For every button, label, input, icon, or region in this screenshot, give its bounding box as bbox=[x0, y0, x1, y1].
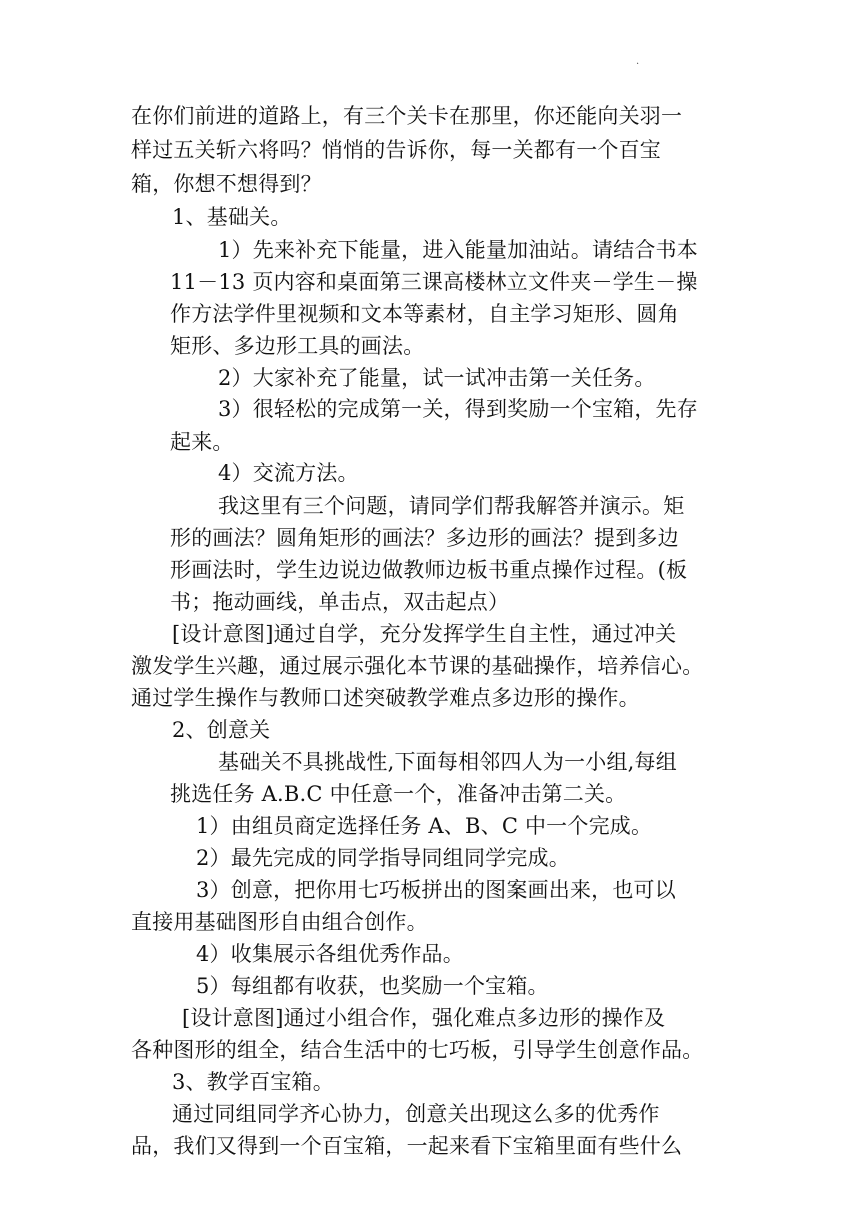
section-heading: 3、教学百宝箱。 bbox=[172, 1070, 334, 1094]
design-intent-line: [设计意图]通过自学，充分发挥学生自主性，通过冲关 bbox=[172, 622, 677, 646]
paragraph-line: 4）收集展示各组优秀作品。 bbox=[196, 942, 464, 966]
design-intent-line: [设计意图]通过小组合作，强化难点多边形的操作及 bbox=[182, 1006, 666, 1030]
section-heading: 1、基础关。 bbox=[172, 205, 292, 229]
paragraph-line: 书；拖动画线，单击点，双击起点） bbox=[170, 590, 510, 614]
paragraph-line: 5）每组都有收获，也奖励一个宝箱。 bbox=[196, 974, 549, 998]
paragraph-line: 基础关不具挑战性,下面每相邻四人为一小组,每组 bbox=[218, 750, 677, 774]
header-dot: . bbox=[636, 56, 640, 67]
paragraph-line: 挑选任务 A.B.C 中任意一个，准备冲击第二关。 bbox=[170, 782, 627, 806]
paragraph-line: 2）大家补充了能量，试一试冲击第一关任务。 bbox=[218, 366, 656, 390]
paragraph-line: 矩形、多边形工具的画法。 bbox=[170, 334, 425, 358]
paragraph-line: 1）先来补充下能量，进入能量加油站。请结合书本 bbox=[218, 238, 698, 262]
paragraph-line: 形画法时，学生边说边做教师边板书重点操作过程。(板 bbox=[170, 558, 688, 582]
paragraph-line: 激发学生兴趣，通过展示强化本节课的基础操作，培养信心。 bbox=[131, 654, 704, 678]
paragraph-line: 直接用基础图形自由组合创作。 bbox=[131, 910, 428, 934]
paragraph-line: 通过学生操作与教师口述突破教学难点多边形的操作。 bbox=[131, 686, 640, 710]
paragraph-line: 1）由组员商定选择任务 A、B、C 中一个完成。 bbox=[196, 814, 653, 838]
paragraph-line: 2）最先完成的同学指导同组同学完成。 bbox=[196, 846, 570, 870]
paragraph-line: 作方法学件里视频和文本等素材，自主学习矩形、圆角 bbox=[170, 302, 679, 326]
paragraph-line: 起来。 bbox=[170, 430, 234, 454]
paragraph-line: 箱，你想不想得到？ bbox=[131, 172, 322, 196]
paragraph-line: 样过五关斩六将吗？悄悄的告诉你，每一关都有一个百宝 bbox=[131, 138, 661, 162]
paragraph-line: 4）交流方法。 bbox=[218, 461, 359, 485]
paragraph-line: 形的画法？圆角矩形的画法？多边形的画法？提到多边 bbox=[170, 526, 679, 550]
paragraph-line: 通过同组同学齐心协力，创意关出现这么多的优秀作 bbox=[172, 1102, 660, 1126]
paragraph-line: 3）创意，把你用七巧板拼出的图案画出来，也可以 bbox=[196, 878, 676, 902]
paragraph-line: 我这里有三个问题，请同学们帮我解答并演示。矩 bbox=[218, 494, 685, 518]
paragraph-line: 在你们前进的道路上，有三个关卡在那里，你还能向关羽一 bbox=[131, 104, 683, 128]
paragraph-line: 3）很轻松的完成第一关，得到奖励一个宝箱，先存 bbox=[218, 397, 698, 421]
paragraph-line: 品，我们又得到一个百宝箱，一起来看下宝箱里面有些什么 bbox=[131, 1134, 683, 1158]
paragraph-line: 11－13 页内容和桌面第三课高楼林立文件夹－学生－操 bbox=[170, 270, 698, 294]
section-heading: 2、创意关 bbox=[172, 718, 271, 742]
paragraph-line: 各种图形的组全，结合生活中的七巧板，引导学生创意作品。 bbox=[131, 1038, 704, 1062]
